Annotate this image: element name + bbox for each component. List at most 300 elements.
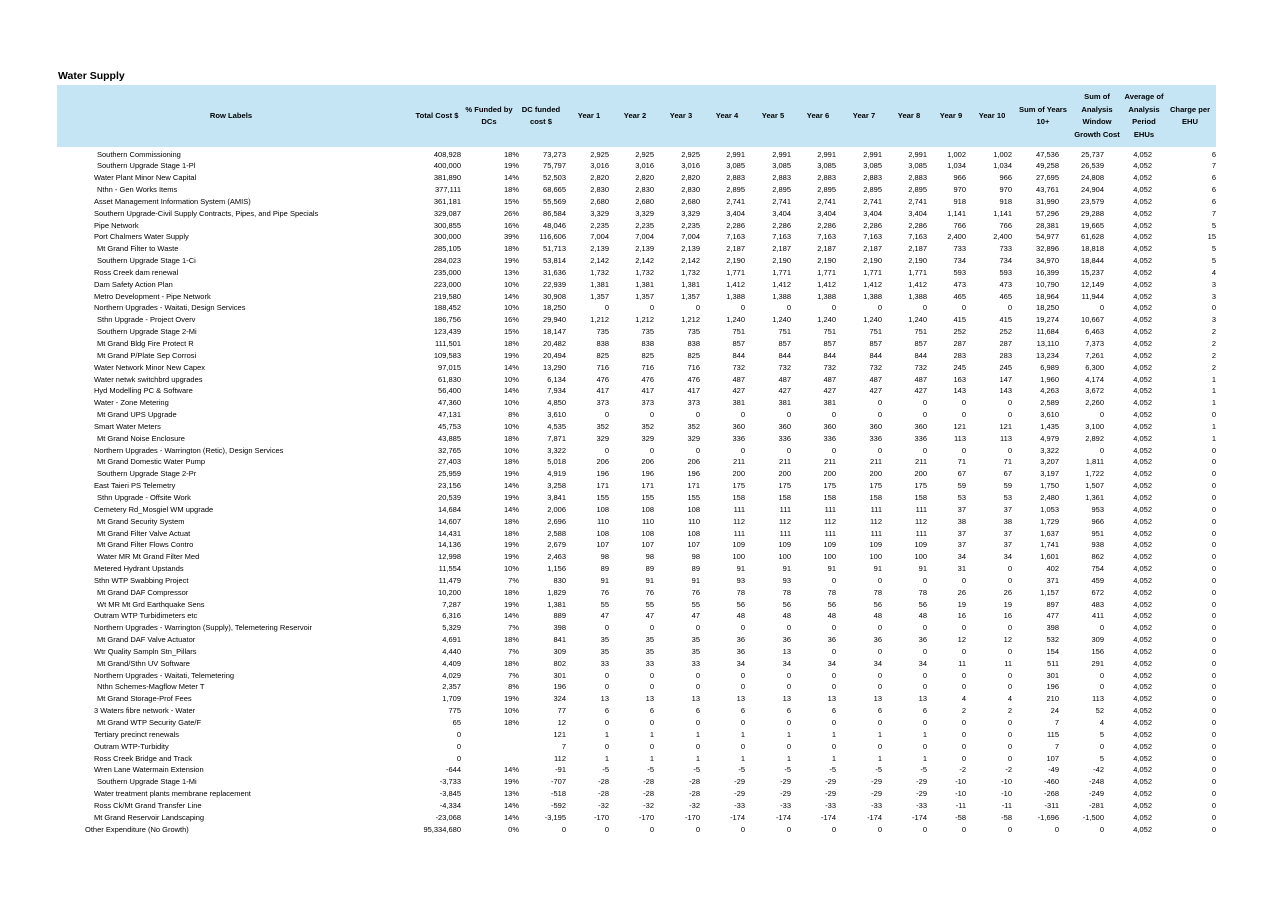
cell-pct-funded: 14% [503,481,519,491]
cell-total-cost: 14,431 [438,528,461,538]
cell-charge-per-ehu: 0 [1211,824,1216,834]
cell-year-9: 0 [961,824,966,834]
cell-year-10: 593 [999,267,1012,277]
cell-dc-funded-cost: -91 [555,765,566,775]
table-row[interactable] [57,184,1216,196]
cell-sum-years-10-plus: -460 [1043,777,1059,787]
cell-year-10: 4 [1007,694,1012,704]
cell-total-cost: 65 [452,718,461,727]
row-label: Mt Grand Storage-Prof Fees [97,694,192,704]
column-header-year-7[interactable]: Year 7 [852,110,876,120]
cell-year-1: 35 [600,635,609,645]
table-row[interactable] [57,267,1216,279]
cell-pct-funded: 18% [503,457,519,467]
cell-pct-funded: 16% [503,315,519,325]
cell-year-5: 13 [782,694,791,704]
table-row[interactable] [57,220,1216,232]
table-row[interactable] [57,338,1216,350]
cell-sum-years-10-plus: 2,589 [1040,398,1059,408]
cell-sum-years-10-plus: 154 [1046,646,1059,656]
table-row[interactable] [57,243,1216,255]
cell-year-6: 427 [823,386,836,396]
cell-year-2: -28 [643,789,654,799]
table-row[interactable] [57,658,1216,670]
cell-dc-funded-cost: 31,636 [543,267,566,277]
cell-charge-per-ehu: 0 [1211,599,1216,609]
column-header-charge-per-ehu[interactable]: Charge per EHU [1169,104,1211,126]
cell-year-7: -29 [871,777,882,787]
cell-sum-analysis-growth-cost: 966 [1091,516,1104,526]
cell-year-3: 1 [695,753,700,763]
cell-year-2: 2,925 [635,149,654,159]
cell-total-cost: 14,684 [438,504,461,514]
cell-charge-per-ehu: 0 [1211,469,1216,479]
cell-dc-funded-cost: 7,871 [547,433,566,443]
row-label: Pipe Network [94,220,139,230]
cell-year-10: 38 [1003,516,1012,526]
cell-year-9: 0 [961,729,966,739]
cell-sum-years-10-plus: 1,729 [1040,516,1059,526]
table-row[interactable] [57,741,1216,753]
table-row[interactable] [57,824,1216,836]
cell-dc-funded-cost: 116,606 [539,232,566,242]
cell-sum-years-10-plus: 3,322 [1040,445,1059,455]
cell-year-7: 487 [869,374,882,384]
cell-year-2: 0 [649,718,654,727]
cell-sum-analysis-growth-cost: -1,500 [1082,812,1104,822]
cell-total-cost: 111,501 [435,339,461,348]
cell-year-1: 7,004 [590,232,609,242]
cell-pct-funded: 14% [503,173,519,183]
cell-year-3: 825 [687,350,700,360]
cell-year-3: 0 [695,718,700,727]
cell-year-6: 34 [827,658,836,668]
column-header-dc-funded-cost[interactable]: DC funded cost $ [521,104,561,126]
column-header-sum-analysis-growth-cost[interactable]: Sum of Analysis Window Growth Cost [1074,92,1120,139]
cell-year-6: 36 [827,635,836,645]
table-row[interactable] [57,350,1216,362]
cell-sum-years-10-plus: 11,684 [1036,327,1059,337]
cell-dc-funded-cost: 20,494 [543,350,566,360]
cell-year-9: 0 [961,646,966,656]
cell-year-10: 71 [1003,457,1012,467]
cell-year-4: 36 [736,635,745,645]
table-row[interactable] [57,279,1216,291]
cell-year-5: 1,388 [772,291,791,301]
cell-year-5: 1,240 [772,315,791,325]
cell-year-8: 2,991 [908,149,927,159]
cell-year-3: 716 [687,362,700,372]
column-header-year-6[interactable]: Year 6 [806,110,830,120]
cell-year-10: -58 [1001,812,1012,822]
table-row[interactable] [57,314,1216,326]
cell-year-8: 78 [918,587,927,597]
table-row[interactable] [57,610,1216,622]
cell-year-5: 0 [786,303,791,313]
cell-year-10: 766 [999,220,1012,230]
cell-year-9: 12 [957,635,966,645]
cell-year-8: 6 [922,706,927,716]
column-header-year-3[interactable]: Year 3 [669,110,693,120]
cell-dc-funded-cost: 86,584 [543,208,566,218]
cell-avg-analysis-ehus: 4,052 [1133,256,1152,266]
cell-year-8: 111 [915,528,927,538]
cell-year-10: -2 [1005,765,1012,775]
cell-year-7: 34 [873,658,882,668]
cell-pct-funded: 10% [503,279,519,289]
cell-charge-per-ehu: 0 [1211,741,1216,751]
table-row[interactable] [57,634,1216,646]
cell-year-9: 26 [957,587,966,597]
cell-year-9: 121 [953,421,966,431]
cell-year-8: -29 [916,789,927,799]
table-row[interactable] [57,800,1216,812]
cell-year-1: 98 [600,552,609,562]
row-label: Southern Upgrade Stage 1-Ci [97,256,196,266]
cell-pct-funded: 10% [503,706,519,716]
cell-year-10: 733 [999,244,1012,254]
cell-avg-analysis-ehus: 4,052 [1133,765,1152,775]
column-header-year-10[interactable]: Year 10 [978,110,1006,120]
table-row[interactable] [57,149,1216,161]
cell-avg-analysis-ehus: 4,052 [1133,552,1152,562]
cell-year-4: 427 [732,386,745,396]
cell-year-5: 6 [786,706,791,716]
column-header-avg-analysis-ehus[interactable]: Average of Analysis Period EHUs [1124,92,1164,139]
cell-avg-analysis-ehus: 4,052 [1133,812,1152,822]
column-header-year-9[interactable]: Year 9 [939,110,963,120]
cell-year-7: 36 [873,635,882,645]
table-row[interactable] [57,302,1216,314]
cell-year-9: 252 [953,327,966,337]
cell-year-6: 100 [823,552,836,562]
cell-year-4: 2,741 [726,196,745,206]
table-row[interactable] [57,255,1216,267]
cell-year-3: 2,925 [681,149,700,159]
row-label: Mt Grand Bldg Fire Protect R [97,339,194,348]
cell-pct-funded: 13% [503,789,519,799]
cell-sum-analysis-growth-cost: 1,507 [1085,481,1104,491]
table-row[interactable] [57,172,1216,184]
cell-year-3: -28 [689,777,700,787]
cell-charge-per-ehu: 0 [1211,575,1216,585]
cell-year-10: 1,002 [993,149,1012,159]
table-row[interactable] [57,492,1216,504]
cell-year-1: 2,235 [590,220,609,230]
cell-avg-analysis-ehus: 4,052 [1133,291,1152,301]
cell-total-cost: 284,023 [433,256,461,266]
cell-year-10: 465 [999,291,1012,301]
cell-year-2: 3,329 [635,208,654,218]
cell-year-1: 825 [596,350,609,360]
cell-charge-per-ehu: 0 [1211,670,1216,680]
table-row[interactable] [57,445,1216,457]
cell-year-9: 113 [954,433,966,443]
cell-year-5: 91 [782,564,791,574]
cell-year-4: 3,085 [726,161,745,171]
cell-year-8: 111 [915,504,927,514]
cell-sum-years-10-plus: 16,399 [1036,267,1059,277]
row-label: Ross Creek Bridge and Track [94,753,192,763]
column-header-year-2[interactable]: Year 2 [623,110,647,120]
cell-year-2: 0 [649,670,654,680]
cell-year-1: 1,381 [590,279,609,289]
cell-year-2: -32 [643,800,654,810]
table-row[interactable] [57,599,1216,611]
cell-year-3: 206 [687,457,700,467]
cell-dc-funded-cost: 77 [557,706,566,716]
cell-sum-years-10-plus: 897 [1046,599,1059,609]
cell-pct-funded: 18% [503,433,519,443]
row-label: Hyd Modelling PC & Software [94,386,193,396]
cell-sum-years-10-plus: 18,964 [1036,291,1059,301]
cell-year-6: 111 [824,528,836,538]
table-row[interactable] [57,681,1216,693]
table-row[interactable] [57,776,1216,788]
table-row[interactable] [57,397,1216,409]
cell-year-5: 2,286 [772,220,791,230]
column-header-year-5[interactable]: Year 5 [761,110,785,120]
cell-sum-years-10-plus: 7 [1054,741,1059,751]
cell-charge-per-ehu: 0 [1211,694,1216,704]
cell-year-9: 67 [957,469,966,479]
cell-year-8: 0 [922,741,927,751]
cell-year-2: 2,680 [635,196,654,206]
row-label: Wt MR Mt Grd Earthquake Sens [97,599,205,609]
cell-year-10: 1,141 [993,208,1012,218]
cell-total-cost: 61,830 [438,374,461,384]
cell-sum-analysis-growth-cost: 7,261 [1085,350,1104,360]
cell-dc-funded-cost: 3,258 [547,481,566,491]
table-row[interactable] [57,646,1216,658]
cell-sum-analysis-growth-cost: 3,672 [1085,386,1104,396]
cell-avg-analysis-ehus: 4,052 [1133,492,1152,502]
cell-year-2: 155 [641,492,654,502]
cell-year-10: 0 [1007,445,1012,455]
table-row[interactable] [57,409,1216,421]
cell-sum-years-10-plus: 402 [1046,564,1059,574]
cell-dc-funded-cost: 324 [553,694,566,704]
cell-sum-years-10-plus: 107 [1046,753,1059,763]
column-header-year-4[interactable]: Year 4 [715,110,739,120]
cell-sum-years-10-plus: 2,480 [1040,492,1059,502]
table-row[interactable] [57,326,1216,338]
cell-year-8: 1,240 [908,315,927,325]
table-row[interactable] [57,421,1216,433]
cell-year-2: 476 [641,374,654,384]
cell-year-10: 59 [1003,481,1012,491]
table-row[interactable] [57,433,1216,445]
cell-pct-funded: 14% [503,800,519,810]
cell-avg-analysis-ehus: 4,052 [1133,433,1152,443]
table-row[interactable] [57,504,1216,516]
cell-charge-per-ehu: 0 [1211,552,1216,562]
cell-year-1: 6 [604,706,609,716]
cell-year-1: 155 [596,492,609,502]
table-row[interactable] [57,788,1216,800]
cell-sum-years-10-plus: 1,053 [1040,504,1059,514]
cell-year-10: 0 [1007,410,1012,420]
table-row[interactable] [57,575,1216,587]
table-row[interactable] [57,622,1216,634]
cell-year-8: 1,412 [908,279,927,289]
table-row[interactable] [57,670,1216,682]
table-row[interactable] [57,456,1216,468]
cell-year-4: 1,412 [726,279,745,289]
cell-year-1: 108 [596,504,609,514]
cell-pct-funded: 7% [508,670,519,680]
cell-dc-funded-cost: 301 [553,670,566,680]
cell-year-2: 1,212 [635,315,654,325]
cell-avg-analysis-ehus: 4,052 [1133,741,1152,751]
column-header-row-labels[interactable]: Row Labels [209,110,253,120]
cell-year-10: 0 [1007,741,1012,751]
cell-year-1: 716 [596,362,609,372]
table-row[interactable] [57,160,1216,172]
cell-avg-analysis-ehus: 4,052 [1133,244,1152,254]
cell-pct-funded: 10% [503,398,519,408]
cell-year-9: 34 [957,552,966,562]
table-row[interactable] [57,812,1216,824]
table-row[interactable] [57,385,1216,397]
cell-sum-years-10-plus: -268 [1043,789,1059,799]
cell-total-cost: 32,765 [438,445,461,455]
cell-avg-analysis-ehus: 4,052 [1133,646,1152,656]
cell-year-7: 112 [870,516,882,526]
cell-total-cost: 188,452 [433,303,461,313]
cell-year-7: 360 [869,421,882,431]
column-header-year-1[interactable]: Year 1 [577,110,601,120]
cell-year-3: 1,732 [681,267,700,277]
cell-year-9: 1,002 [947,149,966,159]
column-header-total-cost[interactable]: Total Cost $ [415,110,459,120]
cell-year-5: -29 [780,777,791,787]
cell-year-5: -174 [775,812,791,822]
cell-year-3: 33 [691,658,700,668]
cell-year-5: -5 [784,765,791,775]
cell-year-7: 3,085 [863,161,882,171]
cell-year-7: -174 [866,812,882,822]
table-row[interactable] [57,480,1216,492]
cell-year-9: 0 [961,718,966,727]
cell-year-2: -170 [638,812,654,822]
cell-year-9: 970 [953,185,966,195]
cell-year-8: 211 [915,457,927,467]
cell-year-3: 76 [691,587,700,597]
cell-year-8: 732 [914,362,927,372]
table-row[interactable] [57,231,1216,243]
cell-total-cost: 5,329 [442,623,461,633]
cell-year-6: 0 [831,445,836,455]
cell-year-9: -10 [955,777,966,787]
table-row[interactable] [57,587,1216,599]
cell-year-6: 158 [823,492,836,502]
cell-year-2: 0 [649,682,654,692]
column-header-year-8[interactable]: Year 8 [897,110,921,120]
column-header-sum-years-10-plus[interactable]: Sum of Years 10+ [1019,104,1067,126]
cell-year-2: 0 [649,824,654,834]
row-label: Water Network Minor New Capex [94,362,206,372]
cell-year-10: 918 [999,196,1012,206]
table-row[interactable] [57,291,1216,303]
cell-total-cost: -3,845 [439,789,461,799]
cell-dc-funded-cost: 29,940 [543,315,566,325]
table-row[interactable] [57,539,1216,551]
row-label: Nthn Schemes-Magflow Meter T [97,682,205,692]
cell-year-6: 2,741 [817,196,836,206]
cell-year-2: 2,142 [635,256,654,266]
column-header-pct-funded[interactable]: % Funded by DCs [465,104,513,126]
cell-sum-years-10-plus: -1,696 [1037,812,1059,822]
cell-year-2: 1,357 [635,291,654,301]
cell-year-10: 0 [1007,575,1012,585]
table-row[interactable] [57,196,1216,208]
cell-year-2: 0 [649,741,654,751]
table-row[interactable] [57,551,1216,563]
cell-year-1: -5 [602,765,609,775]
cell-dc-funded-cost: 55,569 [543,196,566,206]
cell-year-9: -10 [955,789,966,799]
cell-sum-analysis-growth-cost: 0 [1099,682,1104,692]
cell-charge-per-ehu: 1 [1211,398,1216,408]
table-row[interactable] [57,362,1216,374]
table-row[interactable] [57,753,1216,765]
table-row[interactable] [57,516,1216,528]
cell-year-4: 111 [733,504,745,514]
cell-year-8: 2,190 [908,256,927,266]
cell-year-4: 36 [736,646,745,656]
table-row[interactable] [57,705,1216,717]
cell-year-4: 56 [736,599,745,609]
cell-year-4: 175 [732,481,745,491]
cell-year-1: 0 [604,303,609,313]
cell-year-3: 1,357 [681,291,700,301]
cell-year-8: -5 [920,765,927,775]
table-row[interactable] [57,729,1216,741]
cell-year-1: 838 [596,339,609,348]
cell-pct-funded: 8% [508,410,519,420]
table-row[interactable] [57,468,1216,480]
table-row[interactable] [57,374,1216,386]
cell-year-1: 76 [600,587,609,597]
cell-year-6: 0 [831,646,836,656]
cell-year-6: 3,085 [817,161,836,171]
cell-charge-per-ehu: 0 [1211,706,1216,716]
cell-year-1: 476 [596,374,609,384]
table-row[interactable] [57,208,1216,220]
cell-year-6: 1,388 [817,291,836,301]
table-row[interactable] [57,563,1216,575]
table-row[interactable] [57,693,1216,705]
cell-year-2: 1 [649,729,654,739]
table-row[interactable] [57,764,1216,776]
cell-year-1: 3,016 [590,161,609,171]
cell-year-7: 56 [873,599,882,609]
table-row[interactable] [57,717,1216,729]
cell-dc-funded-cost: 802 [553,658,566,668]
cell-year-1: 1 [604,729,609,739]
cell-sum-analysis-growth-cost: 29,288 [1081,208,1104,218]
cell-year-6: -33 [825,800,836,810]
cell-charge-per-ehu: 3 [1211,291,1216,301]
row-label: Dam Safety Action Plan [94,279,173,289]
cell-pct-funded: 18% [503,635,519,645]
cell-year-10: 2,400 [993,232,1012,242]
table-row[interactable] [57,528,1216,540]
cell-sum-years-10-plus: 3,610 [1040,410,1059,420]
row-label: Mt Grand Filter Valve Actuat [97,528,191,538]
cell-year-3: 3,016 [681,161,700,171]
